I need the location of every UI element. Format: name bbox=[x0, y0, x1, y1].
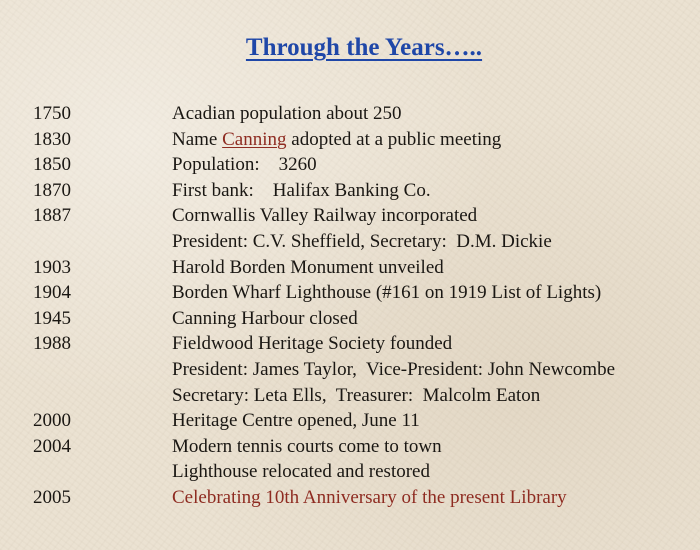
timeline-event: Population: 3260 bbox=[172, 154, 317, 176]
timeline-year: 1945 bbox=[33, 307, 71, 329]
timeline-row-1988-officers-1 bbox=[0, 357, 700, 383]
timeline-row-2000 bbox=[0, 408, 700, 434]
timeline-row-2004-lighthouse bbox=[0, 459, 700, 485]
timeline-event: Harold Borden Monument unveiled bbox=[172, 256, 444, 278]
timeline-list bbox=[0, 101, 700, 511]
timeline-year: 2000 bbox=[33, 410, 71, 432]
timeline-row-1750 bbox=[0, 101, 700, 127]
timeline-row-1850 bbox=[0, 152, 700, 178]
timeline-row-1903 bbox=[0, 255, 700, 281]
page-title: Through the Years….. bbox=[245, 34, 483, 61]
canning-link[interactable]: Canning bbox=[222, 128, 287, 150]
timeline-event: President: James Taylor, Vice-President: John Newcombe bbox=[172, 358, 616, 380]
timeline-event: Fieldwood Heritage Society founded bbox=[172, 333, 453, 355]
timeline-event: Lighthouse relocated and restored bbox=[172, 461, 430, 483]
timeline-row-1887-officers bbox=[0, 229, 700, 255]
timeline-event: President: C.V. Sheffield, Secretary: D.M. Dickie bbox=[172, 230, 552, 252]
timeline-event: Secretary: Leta Ells, Treasurer: Malcolm Eaton bbox=[172, 384, 541, 406]
timeline-event: Modern tennis courts come to town bbox=[172, 435, 442, 457]
timeline-year: 1830 bbox=[33, 128, 71, 150]
timeline-event: Heritage Centre opened, June 11 bbox=[172, 410, 420, 432]
timeline-year: 1988 bbox=[33, 333, 71, 355]
timeline-event: Borden Wharf Lighthouse (#161 on 1919 List of Lights) bbox=[172, 282, 602, 304]
timeline-row-1887 bbox=[0, 203, 700, 229]
timeline-event-highlight: Celebrating 10th Anniversary of the present Library bbox=[172, 486, 567, 508]
timeline-year: 1870 bbox=[33, 179, 71, 201]
event-text-prefix: Name bbox=[172, 128, 223, 150]
timeline-row-2005 bbox=[0, 485, 700, 511]
timeline-row-2004 bbox=[0, 434, 700, 460]
timeline-row-1830 bbox=[0, 127, 700, 153]
event-text-suffix: adopted at a public meeting bbox=[286, 128, 502, 150]
timeline-year: 1750 bbox=[33, 103, 71, 124]
timeline-row-1988 bbox=[0, 331, 700, 357]
timeline-year: 2004 bbox=[33, 435, 71, 457]
timeline-year: 1887 bbox=[33, 205, 71, 227]
timeline-event: First bank: Halifax Banking Co. bbox=[172, 179, 431, 201]
timeline-year: 2005 bbox=[33, 486, 71, 508]
timeline-event: Acadian population about 250 bbox=[172, 103, 402, 124]
timeline-row-1870 bbox=[0, 178, 700, 204]
timeline-row-1904 bbox=[0, 280, 700, 306]
timeline-event bbox=[172, 127, 501, 153]
timeline-event: Cornwallis Valley Railway incorporated bbox=[172, 205, 478, 227]
timeline-year: 1904 bbox=[33, 282, 71, 304]
timeline-event: Canning Harbour closed bbox=[172, 307, 358, 329]
timeline-year: 1903 bbox=[33, 256, 71, 278]
timeline-year: 1850 bbox=[33, 154, 71, 176]
timeline-row-1945 bbox=[0, 306, 700, 332]
timeline-row-1988-officers-2 bbox=[0, 383, 700, 409]
